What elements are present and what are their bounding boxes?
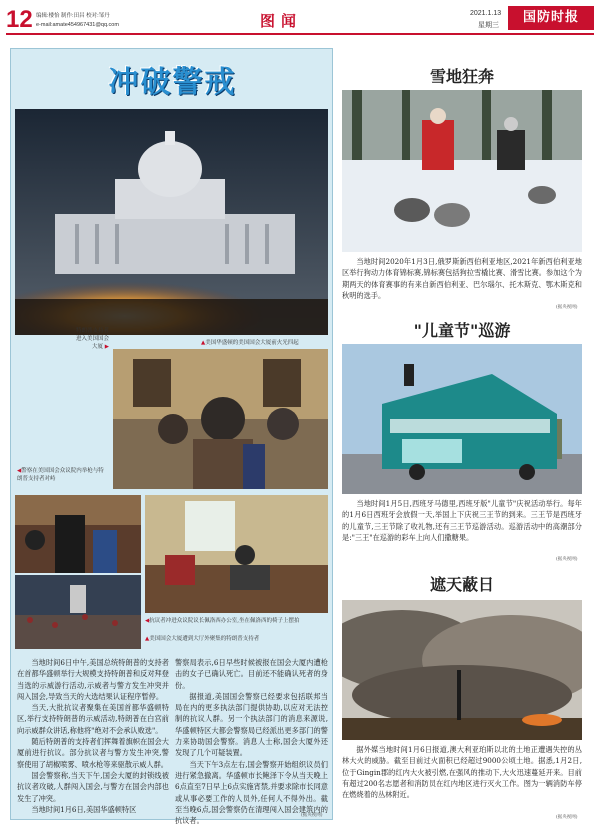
- body-paragraph: 据报道,美国国会警察已经要求包括联邦当局在内的更多执法部门提供协助,以应对无法控制的抗议人群。另一个执法部门的消息来源说,华盛顿特区大都会警察局已经派出更多部门的警力来协助国会警察。消息人士称,国会大厦外还发现了几个可疑装置。: [175, 691, 328, 758]
- story-title-children-parade: "儿童节"巡游: [413, 321, 511, 340]
- pelosi-office-photo: [145, 495, 328, 613]
- feature-heading: 冲破警戒: [108, 65, 237, 100]
- capitol-fire-photo: [15, 109, 328, 335]
- feature-body-column-1: [17, 657, 169, 815]
- photo-caption-1: ▲美国华盛顿的美国国会大厦前火光四起: [201, 340, 299, 346]
- section-title: 图闻: [260, 12, 303, 30]
- editor-credits: 编辑:楼怡 制作:田昌 校对:邹丹: [36, 13, 110, 19]
- weekday: 星期三: [478, 22, 499, 29]
- photo-caption-2: 特朗普支持者进入美国国会大厦 ▶: [75, 328, 109, 350]
- body-paragraph: 随后特朗普的支持者们挥舞着旗帜在国会大厦前进行抗议。部分抗议者与警方发生冲突,警察使用了胡椒喷雾、喷水枪等来驱散示威人群。: [17, 737, 169, 769]
- body-paragraph: 当天,大批抗议者聚集在美国首都华盛顿特区,举行支持特朗普的示威活动,特朗普在白宫前向示威群众讲话,称他将"绝对不会承认败选"。: [17, 703, 169, 735]
- sled-dog-race-photo: [342, 90, 582, 252]
- photo-caption-5: ▲美国国会大厦遭到大厅外聚集的特朗普支持者: [145, 636, 260, 642]
- photo-caption-3: ◀警察在美国国会众议院内举枪与特朗普支持者对峙: [17, 468, 104, 482]
- story-text-smoke: 据外媒当地时间1月6日报道,澳大利亚珀斯以北的土地正遭遇失控的丛林大火的威胁。截至目前过火面积已经超过9000公顷土地。据悉,1月2日,位于Gingin郡的红内大火被引燃,在强风的推动下,大火迅速蔓延开来。目前有超过200名志愿者和消防员在红内地区进行灭火工作。图为一辆消防车停在燃烧着的丛林附近。: [342, 745, 582, 800]
- body-paragraph: 当地时间6日中午,美国总统特朗普的支持者在首都华盛顿举行大规模支持特朗普和反对拜登当选的示威游行活动,示威者与警方发生冲突并闯入国会,导致当天的大选结果认证程序暂停。: [17, 658, 169, 701]
- story-credit-smoke: (据央视网): [556, 815, 578, 820]
- left-feature-panel: [10, 48, 333, 826]
- crowd-inside-capitol-photo: [113, 349, 328, 489]
- photo-caption-4: ◀抗议者冲进众议院议长佩洛西办公室,坐在佩洛西的椅子上摆拍: [145, 618, 300, 624]
- bushfire-photo: [342, 600, 582, 740]
- feature-credit: (据央视网): [301, 813, 323, 818]
- story-title-smoke: 遮天蔽日: [429, 575, 494, 594]
- issue-date: 2021.1.13: [470, 10, 502, 17]
- story-text-children-parade: 当地时间1月5日,西班牙马德里,西班牙版"儿童节"庆祝活动举行。每年的1月6日西班牙会放假一天,举国上下庆祝三王节的到来。三王节是西班牙的儿童节,三王节除了收礼物,还有三王节巡游活动。巡游活动中的高潮部分是:"三王"在巡游的彩车上向人们撒糖果。: [342, 499, 582, 542]
- story-text-snow-race: 当地时间2020年1月3日,俄罗斯新西伯利亚地区,2021年新西伯利亚地区举行狗动力体育锦标赛,锦标赛包括狗拉雪橇比赛、滑雪比赛。参加这个为期两天的体育赛事的有来自新西伯利亚、巴尔瑙尔、托木斯克、鄂木斯克和秋明的选手。: [342, 257, 582, 300]
- feature-body-column-2: [175, 657, 328, 826]
- page-number: 12: [6, 6, 33, 33]
- editor-email: e-mail:amate454967431@qq.com: [36, 22, 119, 28]
- body-paragraph: 国会警察称,当天下午,国会大厦的封锁线被抗议者攻破,人群闯入国会,与警方在国会内部也发生了冲突。: [17, 770, 169, 803]
- body-paragraph: 警察局表示,6日早些时候被报在国会大厦内遭枪击的女子已确认死亡。目前还不能确认死者的身份。: [175, 658, 328, 690]
- story-credit-children-parade: (据央视网): [556, 557, 578, 562]
- body-paragraph: 当地时间1月6日,美国华盛顿特区: [31, 804, 137, 814]
- header-rule: [6, 33, 594, 35]
- body-paragraph: 当天下午3点左右,国会警察开始组织议员们进行紧急撤离。华盛顿市长鲍泽下令从当天晚上6点直至7日早上6点实施宵禁,并要求除市长同意或从事必要工作的人员外,任何人不得外出。截至当晚6点,国会警察仍在清理闯入国会建筑内的抗议者。: [175, 759, 328, 826]
- story-credit-snow-race: (据央视网): [556, 305, 578, 310]
- parade-bus-photo: [342, 344, 582, 494]
- masthead-logo: 国防时报: [508, 6, 594, 30]
- police-standoff-photo: [15, 495, 141, 573]
- story-title-snow-race: 雪地狂奔: [429, 67, 494, 86]
- crowd-outside-photo: [15, 575, 141, 649]
